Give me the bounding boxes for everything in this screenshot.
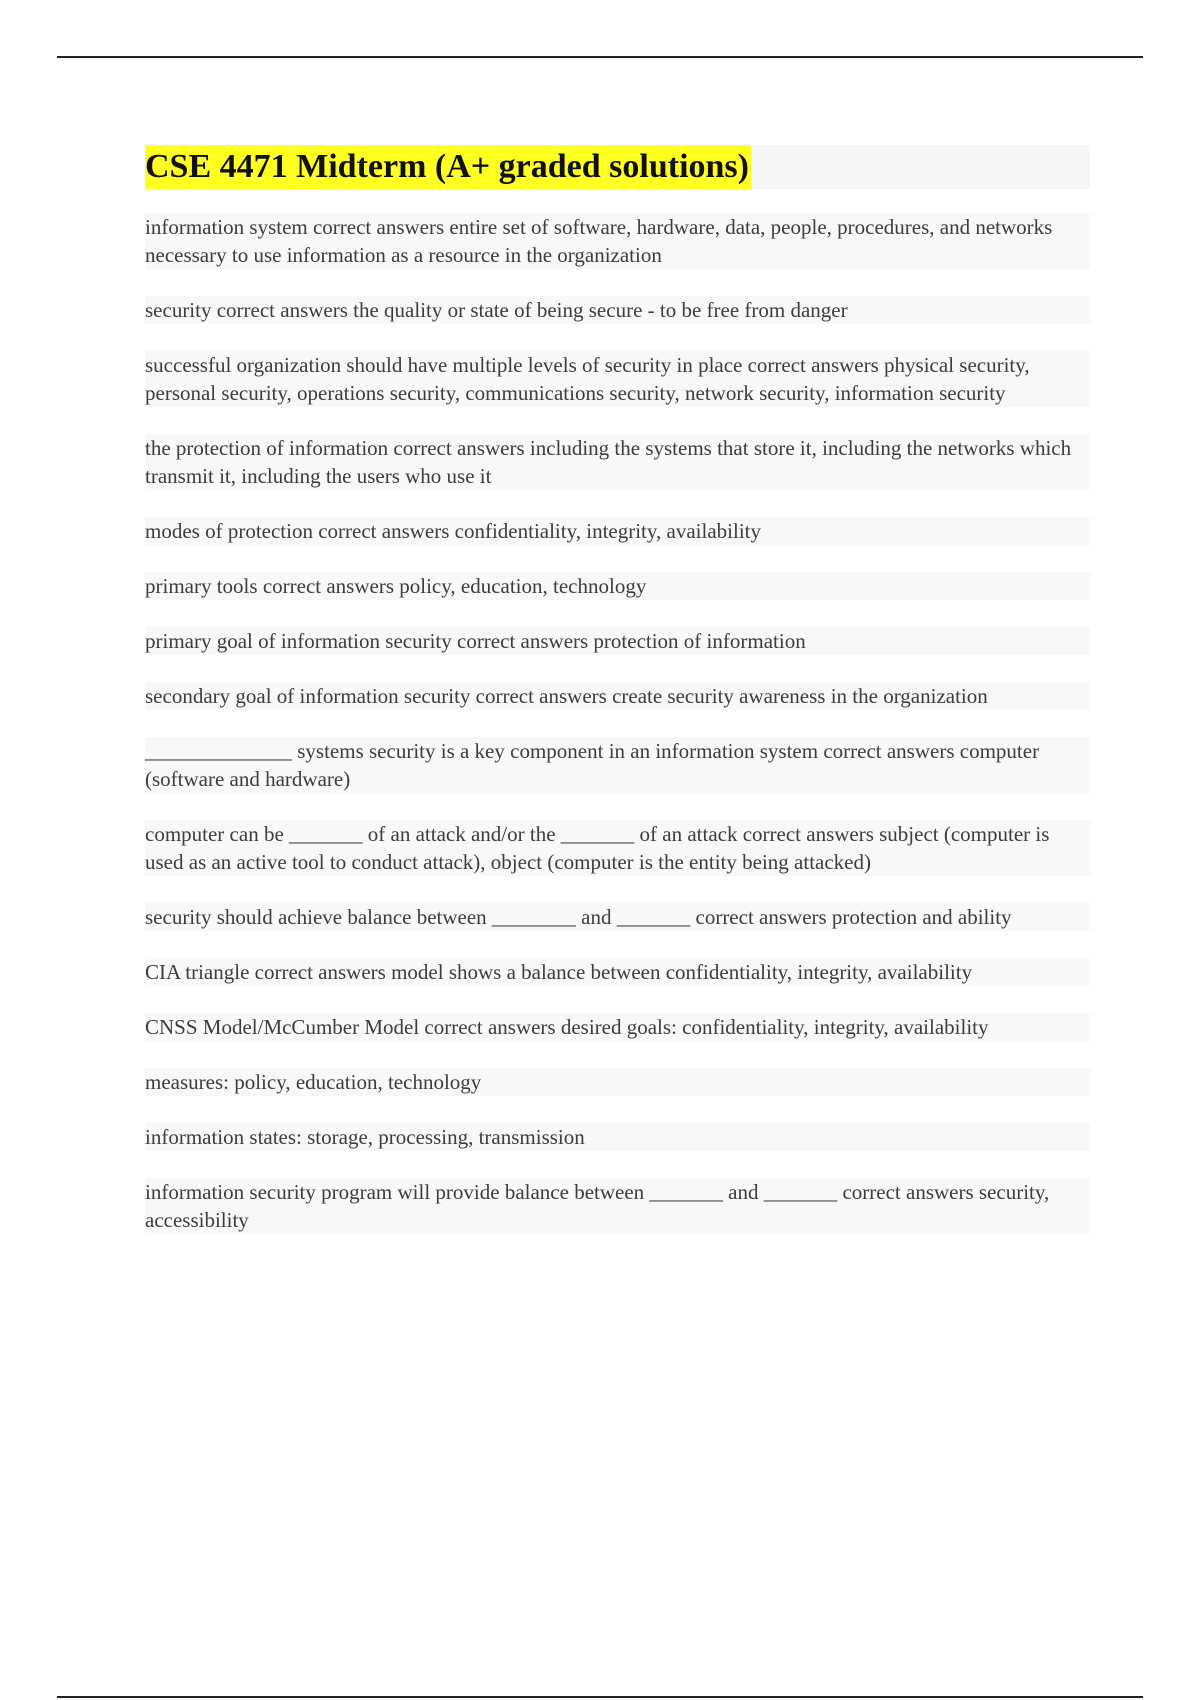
- entry-information-states: information states: storage, processing, transmission: [145, 1123, 1090, 1151]
- entry-levels-of-security: successful organization should have multiple levels of security in place correct answers physical security, personal security, operations security, communications security, network security, information security: [145, 351, 1090, 407]
- entry-measures: measures: policy, education, technology: [145, 1068, 1090, 1096]
- entry-systems-security: ______________ systems security is a key component in an information system correct answers computer (software and hardware): [145, 737, 1090, 793]
- entry-balance: security should achieve balance between ________ and _______ correct answers protection and ability: [145, 903, 1090, 931]
- entry-security: security correct answers the quality or state of being secure - to be free from danger: [145, 296, 1090, 324]
- entry-primary-goal: primary goal of information security correct answers protection of information: [145, 627, 1090, 655]
- document-body: [145, 145, 1090, 1261]
- entry-protection-of-information: the protection of information correct answers including the systems that store it, including the networks which transmit it, including the users who use it: [145, 434, 1090, 490]
- entry-primary-tools: primary tools correct answers policy, education, technology: [145, 572, 1090, 600]
- entry-cia-triangle: CIA triangle correct answers model shows a balance between confidentiality, integrity, availability: [145, 958, 1090, 986]
- entry-secondary-goal: secondary goal of information security correct answers create security awareness in the organization: [145, 682, 1090, 710]
- top-rule: [57, 56, 1143, 58]
- entry-security-program: information security program will provide balance between _______ and _______ correct answers security, accessibility: [145, 1178, 1090, 1234]
- bottom-rule: [57, 1696, 1143, 1698]
- entry-modes-of-protection: modes of protection correct answers confidentiality, integrity, availability: [145, 517, 1090, 545]
- entry-information-system: information system correct answers entire set of software, hardware, data, people, procedures, and networks necessary to use information as a resource in the organization: [145, 213, 1090, 269]
- title-band: [145, 145, 1090, 189]
- document-title: CSE 4471 Midterm (A+ graded solutions): [145, 145, 751, 189]
- entry-subject-object: computer can be _______ of an attack and/or the _______ of an attack correct answers subject (computer is used as an active tool to conduct attack), object (computer is the entity being attacked): [145, 820, 1090, 876]
- entry-cnss-model: CNSS Model/McCumber Model correct answers desired goals: confidentiality, integrity, availability: [145, 1013, 1090, 1041]
